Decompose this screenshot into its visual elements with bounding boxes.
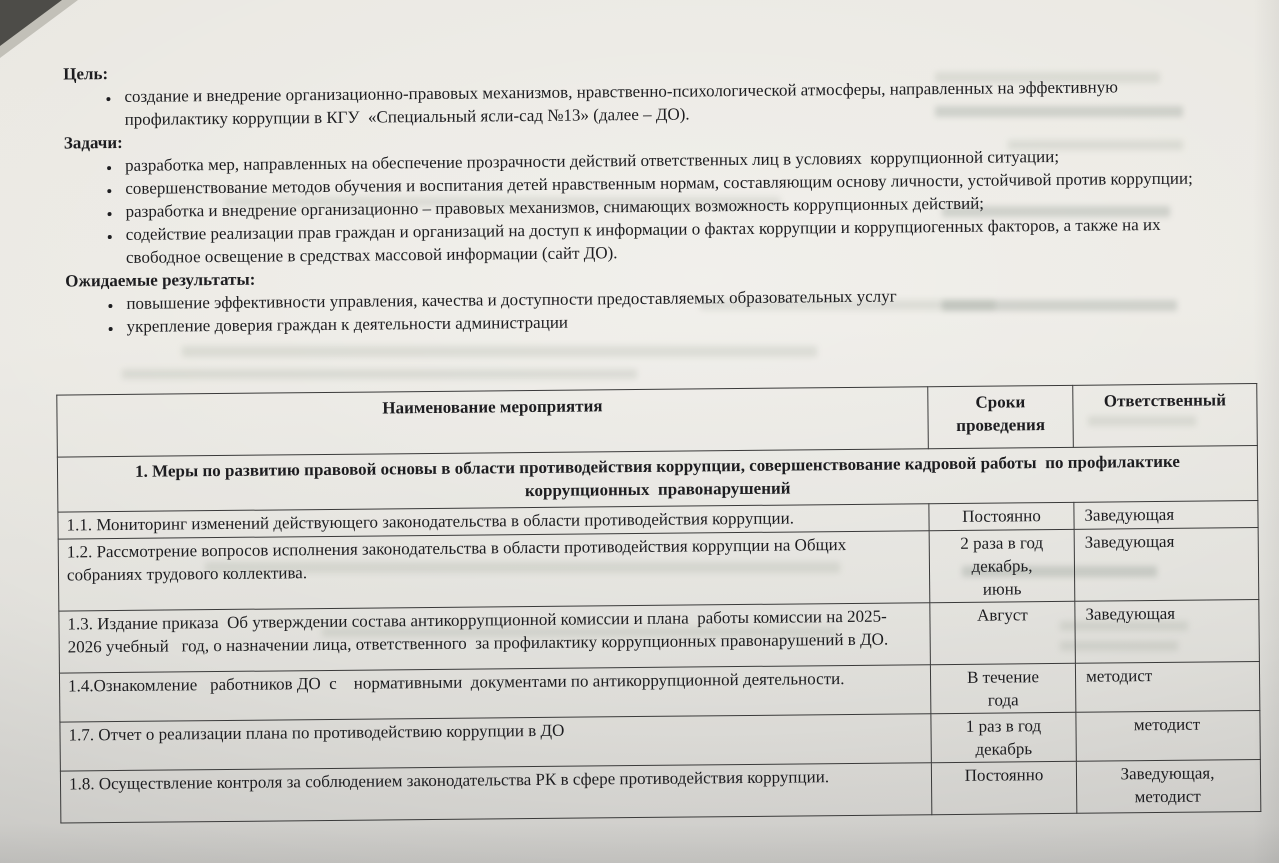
column-header-timing: Сроки проведения [928,385,1074,448]
tasks-label: Задачи: [63,132,123,153]
column-header-responsible: Ответственный [1073,384,1258,448]
section-title: 1. Меры по развитию правовой основы в области противодействия коррупции, совершенствование кадровой работы по профилактике коррупционных правонарушений [57,446,1257,513]
list-item: • содействие реализации прав граждан и организаций на доступ к информации о фактах коррупции и коррупциогенных факторов, а также на их свободное освещение в средствах массовой информации (сайт ДО). [122,212,1215,268]
list-item: • разработка и внедрение организационно – правовых механизмов, снимающих возможность коррупционных действий; [121,189,1214,222]
cell-timing: 1 раз в год декабрь [931,712,1076,762]
table-row [60,760,1260,824]
table-header-row [57,384,1258,458]
cell-responsible: Заведующая [1074,528,1259,602]
cell-responsible: Заведующая [1075,600,1260,664]
cell-timing: Постоянно [931,761,1076,814]
cell-timing: 2 раза в год декабрь, июнь [929,529,1075,602]
table-row [59,600,1260,674]
cell-responsible: Заведующая [1074,501,1258,530]
cell-responsible: Заведующая, методист [1076,760,1260,814]
cell-measure: 1.8. Осуществление контроля за соблюдением законодательства РК в сфере противодействия коррупции. [60,763,931,823]
tasks-list [64,143,1215,269]
cell-measure: 1.3. Издание приказа Об утверждении состава антикоррупционной комиссии и плана работы комиссии на 2025-2026 учебный год, о назначении лица, ответственного за профилактику коррупционных правонарушений в ДО. [59,603,931,673]
list-item: • укрепление доверия граждан к деятельности администрации [123,304,1216,337]
cell-timing: Постоянно [929,502,1074,530]
column-header-name: Наименование мероприятия [57,387,929,457]
cell-timing: В течение года [930,663,1075,713]
cell-timing: Август [930,601,1076,664]
list-item: • разработка мер, направленных на обеспечение прозрачности действий ответственных лиц в условиях коррупционной ситуации; [121,143,1214,176]
cell-responsible: методист [1076,711,1260,762]
results-list [65,281,1215,338]
list-item: • совершенствование методов обучения и воспитания детей нравственным нормам, составляющим основу личности, устойчивой против коррупции; [121,166,1214,199]
cell-measure: 1.2. Рассмотрение вопросов исполнения законодательства в области противодействия коррупции на Общих собраниях трудового коллектива. [58,531,930,611]
cell-measure: 1.1. Мониторинг изменений действующего законодательства в области противодействия коррупции. [58,504,929,539]
table-row [58,528,1259,612]
measures-table [56,383,1261,824]
list-item: • повышение эффективности управления, качества и доступности предоставляемых образовательных услуг [122,281,1215,314]
list-item: • создание и внедрение организационно-правовых механизмов, нравственно-психологической атмосферы, направленных на эффективную профилактику коррупции в КГУ «Специальный ясли-сад №13» (далее – ДО). [120,74,1213,130]
intro-section [63,51,1216,338]
results-label: Ожидаемые результаты: [65,269,256,291]
cell-measure: 1.4.Ознакомление работников ДО с нормативными документами по антикоррупционной деятельности. [59,665,930,722]
cell-responsible: методист [1075,662,1259,713]
goal-label: Цель: [63,64,109,84]
cell-measure: 1.7. Отчет о реализации плана по противодействию коррупции в ДО [60,714,931,771]
